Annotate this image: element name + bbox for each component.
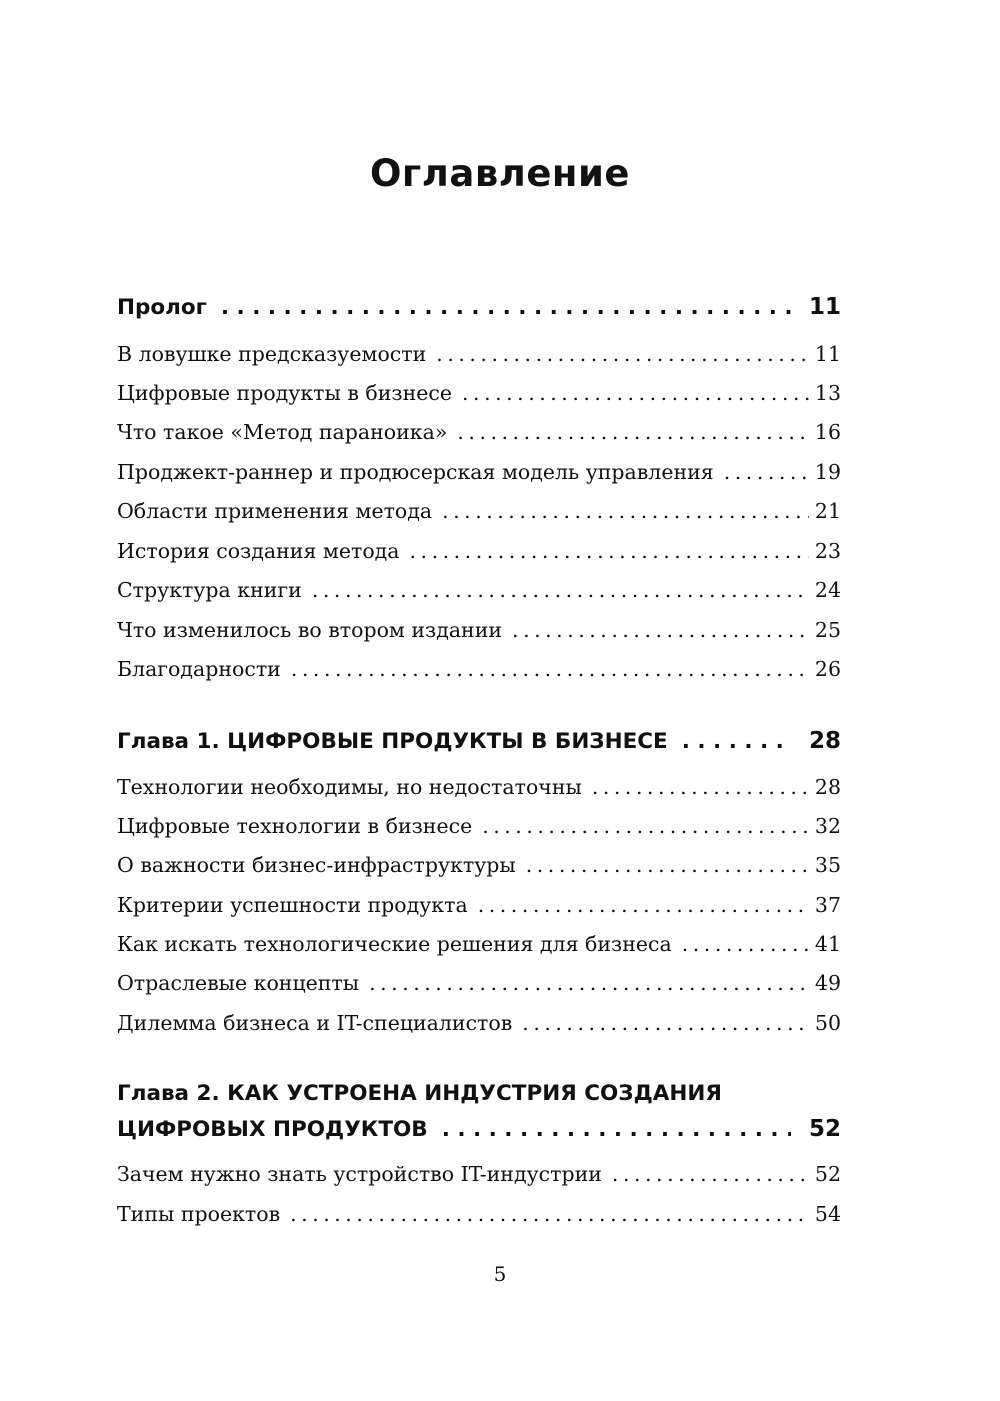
dot-leader [682, 729, 791, 754]
toc-entry-label: О важности бизнес-инфраструктуры [117, 853, 516, 877]
toc-page-number: 32 [814, 814, 841, 838]
dot-leader [410, 539, 809, 563]
toc-chapter-1[interactable] [117, 728, 841, 754]
dot-leader [482, 814, 809, 838]
page-title: Оглавление [369, 152, 631, 195]
toc-entry-label: Цифровые технологии в бизнесе [117, 814, 473, 838]
toc-chapter-label: Пролог [117, 295, 207, 320]
dot-leader [526, 853, 809, 877]
toc-entry[interactable] [117, 971, 841, 995]
toc-entry-label: В ловушке предсказуемости [117, 342, 427, 366]
toc-chapter-2[interactable] [117, 1116, 841, 1142]
toc-chapter-label: Глава 1. ЦИФРОВЫЕ ПРОДУКТЫ В БИЗНЕСЕ [117, 729, 668, 754]
toc-page-number: 37 [814, 893, 841, 917]
dot-leader [478, 893, 809, 917]
toc-page-number: 19 [814, 460, 841, 484]
toc-entry[interactable] [117, 893, 841, 917]
dot-leader [612, 1162, 809, 1186]
toc-entry-label: Благодарности [117, 657, 281, 681]
toc-page-number: 21 [814, 499, 841, 523]
toc-page-number: 16 [814, 420, 841, 444]
toc-entry[interactable] [117, 420, 841, 444]
toc-page-number: 13 [814, 381, 841, 405]
toc-entry-label: Типы проектов [117, 1202, 281, 1226]
toc-page-number: 52 [814, 1162, 841, 1186]
dot-leader [290, 1202, 809, 1226]
toc-entry-label: Отраслевые концепты [117, 971, 360, 995]
dot-leader [457, 420, 809, 444]
toc-entry[interactable] [117, 814, 841, 838]
toc-page-number: 50 [814, 1011, 841, 1035]
toc-entry-label: Дилемма бизнеса и IT-специалистов [117, 1011, 513, 1035]
toc-entry[interactable] [117, 618, 841, 642]
toc-entry[interactable] [117, 499, 841, 523]
toc-page-number: 26 [814, 657, 841, 681]
toc-entry[interactable] [117, 342, 841, 366]
dot-leader [436, 342, 809, 366]
toc-entry-label: Что изменилось во втором издании [117, 618, 503, 642]
toc-entry-label: Цифровые продукты в бизнесе [117, 381, 453, 405]
page-number-footer: 5 [493, 1262, 507, 1286]
toc-chapter-2-line1[interactable]: Глава 2. КАК УСТРОЕНА ИНДУСТРИЯ СОЗДАНИЯ [117, 1081, 722, 1106]
toc-entry-label: Критерии успешности продукта [117, 893, 468, 917]
toc-entry-label: История создания метода [117, 539, 400, 563]
toc-page-number: 28 [814, 775, 841, 799]
dot-leader [221, 295, 791, 320]
toc-page-number: 25 [814, 618, 841, 642]
toc-entry[interactable] [117, 539, 841, 563]
dot-leader [369, 971, 809, 995]
toc-page-number: 11 [814, 342, 841, 366]
toc-chapter-prologue[interactable] [117, 294, 841, 320]
toc-page-number: 11 [808, 294, 841, 320]
toc-entry-label: Как искать технологические решения для бизнеса [117, 932, 672, 956]
toc-page-number: 35 [814, 853, 841, 877]
dot-leader [522, 1011, 809, 1035]
toc-chapter-label: ЦИФРОВЫХ ПРОДУКТОВ [117, 1117, 428, 1142]
toc-entry[interactable] [117, 1162, 841, 1186]
dot-leader [682, 932, 809, 956]
toc-entry[interactable] [117, 578, 841, 602]
toc-page-number: 28 [808, 728, 841, 754]
toc-entry[interactable] [117, 932, 841, 956]
toc-page-number: 52 [808, 1116, 841, 1142]
toc-entry-label: Зачем нужно знать устройство IT-индустрии [117, 1162, 602, 1186]
dot-leader [724, 460, 809, 484]
dot-leader [291, 657, 809, 681]
toc-entry-label: Структура книги [117, 578, 302, 602]
toc-page-number: 41 [814, 932, 841, 956]
toc-entry[interactable] [117, 853, 841, 877]
toc-entry[interactable] [117, 381, 841, 405]
toc-entry[interactable] [117, 460, 841, 484]
toc-page-number: 54 [814, 1202, 841, 1226]
toc-entry-label: Проджект-раннер и продюсерская модель управления [117, 460, 714, 484]
toc-entry[interactable] [117, 1202, 841, 1226]
dot-leader [442, 1117, 791, 1142]
toc-page-number: 49 [814, 971, 841, 995]
toc-entry-label: Технологии необходимы, но недостаточны [117, 775, 582, 799]
toc-entry[interactable] [117, 657, 841, 681]
toc-page-number: 24 [814, 578, 841, 602]
toc-entry-label: Что такое «Метод параноика» [117, 420, 448, 444]
toc-entry-label: Области применения метода [117, 499, 433, 523]
toc-entry[interactable] [117, 775, 841, 799]
toc-page-number: 23 [814, 539, 841, 563]
dot-leader [462, 381, 809, 405]
dot-leader [442, 499, 809, 523]
toc-entry[interactable] [117, 1011, 841, 1035]
dot-leader [512, 618, 809, 642]
dot-leader [592, 775, 809, 799]
dot-leader [312, 578, 809, 602]
